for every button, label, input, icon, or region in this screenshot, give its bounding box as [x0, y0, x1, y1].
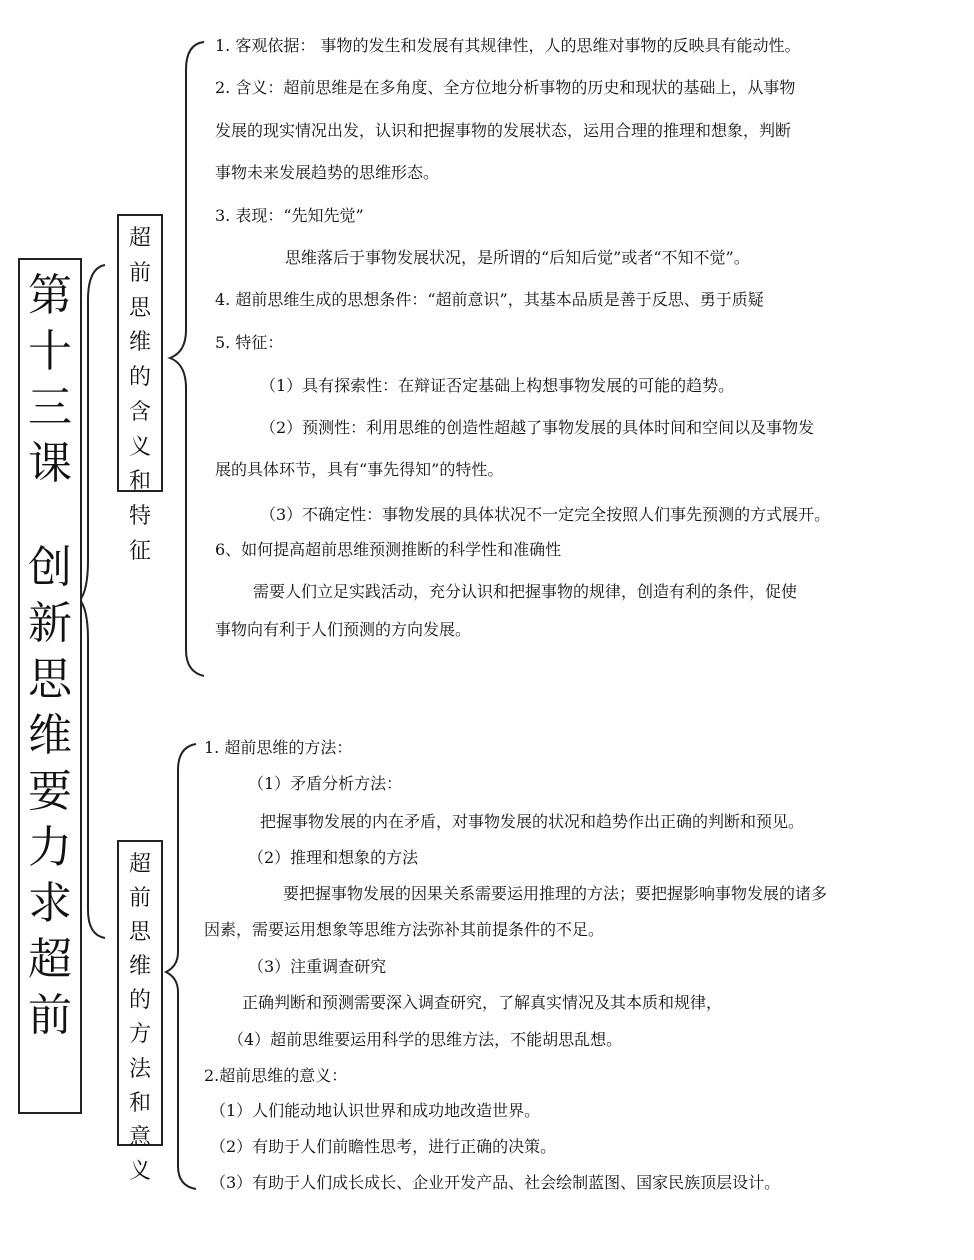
s2-method-3-desc: 正确判断和预测需要深入调查研究，了解真实情况及其本质和规律，: [242, 993, 723, 1012]
s2-method-2-cont: 因素，需要运用想象等思维方法弥补其前提条件的不足。: [204, 920, 605, 939]
main-title-char: 新: [28, 598, 72, 649]
section2-label-char: 法: [128, 1056, 151, 1082]
s1-item-4: 4. 超前思维生成的思想条件：“超前意识”，其基本品质是善于反思、勇于质疑: [215, 290, 764, 309]
section1-label-char: 维: [128, 330, 151, 356]
s1-feature-1: （1）具有探索性：在辩证否定基础上构想事物发展的可能的趋势。: [260, 376, 735, 395]
section2-label-char: 维: [128, 954, 151, 980]
s2-method-1-desc: 把握事物发展的内在矛盾，对事物发展的状况和趋势作出正确的判断和预见。: [260, 812, 805, 831]
section1-brace: [170, 42, 204, 676]
s1-item-6: 6、如何提高超前思维预测推断的科学性和准确性: [215, 540, 562, 559]
section1-label-char: 征: [128, 538, 151, 564]
section1-label-char: 含: [128, 399, 151, 425]
s2-method-2-desc: 要把握事物发展的因果关系需要运用推理的方法；要把握影响事物发展的诸多: [283, 884, 828, 903]
main-title-box: [18, 258, 82, 1114]
main-title-char: 维: [28, 710, 72, 761]
section2-label-char: 方: [128, 1022, 151, 1048]
s2-methods-heading: 1. 超前思维的方法：: [204, 738, 353, 757]
section1-label-char: 和: [128, 469, 151, 495]
main-brace: [80, 265, 105, 938]
main-title-char: 课: [28, 438, 72, 489]
main-title-char: 力: [28, 822, 72, 873]
s2-significance-1: （1）人们能动地认识世界和成功地改造世界。: [210, 1101, 541, 1120]
section2-label-char: 和: [128, 1090, 151, 1116]
main-title-char: 十: [28, 326, 72, 377]
s2-significance-3: （3）有助于人们成长成长、企业开发产品、社会绘制蓝图、国家民族顶层设计。: [210, 1173, 781, 1192]
main-title-char: 求: [28, 878, 72, 929]
section2-label-char: 超: [128, 852, 151, 877]
s1-feature-3: （3）不确定性：事物发展的具体状况不一定完全按照人们事先预测的方式展开。: [260, 505, 831, 524]
s1-item-6-cont: 事物向有利于人们预测的方向发展。: [215, 620, 472, 639]
s1-item-2-cont: 事物未来发展趋势的思维形态。: [215, 163, 440, 182]
section1-label-char: 前: [128, 260, 151, 286]
s2-method-4: （4）超前思维要运用科学的思维方法，不能胡思乱想。: [228, 1030, 623, 1049]
s1-item-2-cont: 发展的现实情况出发，认识和把握事物的发展状态，运用合理的推理和想象，判断: [215, 121, 792, 140]
section2-label-char: 意: [128, 1124, 151, 1150]
s2-method-2: （2）推理和想象的方法: [248, 848, 419, 867]
section2-label-box: [117, 840, 163, 1184]
s1-item-1: 1. 客观依据： 事物的发生和发展有其规律性，人的思维对事物的反映具有能动性。: [215, 36, 801, 55]
s1-item-5: 5. 特征：: [215, 333, 284, 352]
s2-significance-heading: 2.超前思维的意义：: [204, 1066, 348, 1085]
section1-label-box: [117, 214, 163, 564]
section1-label-char: 的: [128, 365, 151, 390]
s1-item-2: 2. 含义：超前思维是在多角度、全方位地分析事物的历史和现状的基础上，从事物: [215, 78, 796, 97]
s2-significance-2: （2）有助于人们前瞻性思考，进行正确的决策。: [210, 1137, 557, 1156]
section1-label-char: 思: [128, 295, 151, 321]
main-title-char: 前: [28, 990, 72, 1041]
main-title-char: 思: [28, 654, 72, 705]
s2-method-1: （1）矛盾分析方法：: [248, 774, 403, 793]
section2-label-char: 思: [128, 920, 151, 946]
main-title-char: 要: [28, 766, 72, 817]
s1-item-6-desc: 需要人们立足实践活动，充分认识和把握事物的规律，创造有利的条件，促使: [253, 582, 798, 601]
section1-label-char: 超: [128, 226, 151, 251]
section1-label-char: 特: [128, 504, 151, 529]
section2-label-char: 的: [128, 988, 151, 1014]
section2-label-char: 前: [128, 886, 151, 912]
s2-method-3: （3）注重调查研究: [248, 957, 387, 976]
s1-feature-2-cont: 展的具体环节，具有“事先得知”的特性。: [215, 460, 504, 479]
section1-label-char: 义: [128, 434, 151, 460]
s1-feature-2: （2）预测性：利用思维的创造性超越了事物发展的具体时间和空间以及事物发: [260, 418, 815, 437]
section2-brace: [166, 744, 196, 1189]
s1-item-3-desc: 思维落后于事物发展状况，是所谓的“后知后觉”或者“不知不觉”。: [285, 248, 750, 267]
main-title-char: 超: [28, 934, 72, 985]
section2-label-char: 义: [128, 1158, 151, 1184]
s1-item-3: 3. 表现：“先知先觉”: [215, 206, 364, 225]
main-title-char: 三: [28, 382, 72, 433]
main-title-char: 第: [28, 270, 72, 321]
main-title-char: 创: [28, 542, 72, 593]
